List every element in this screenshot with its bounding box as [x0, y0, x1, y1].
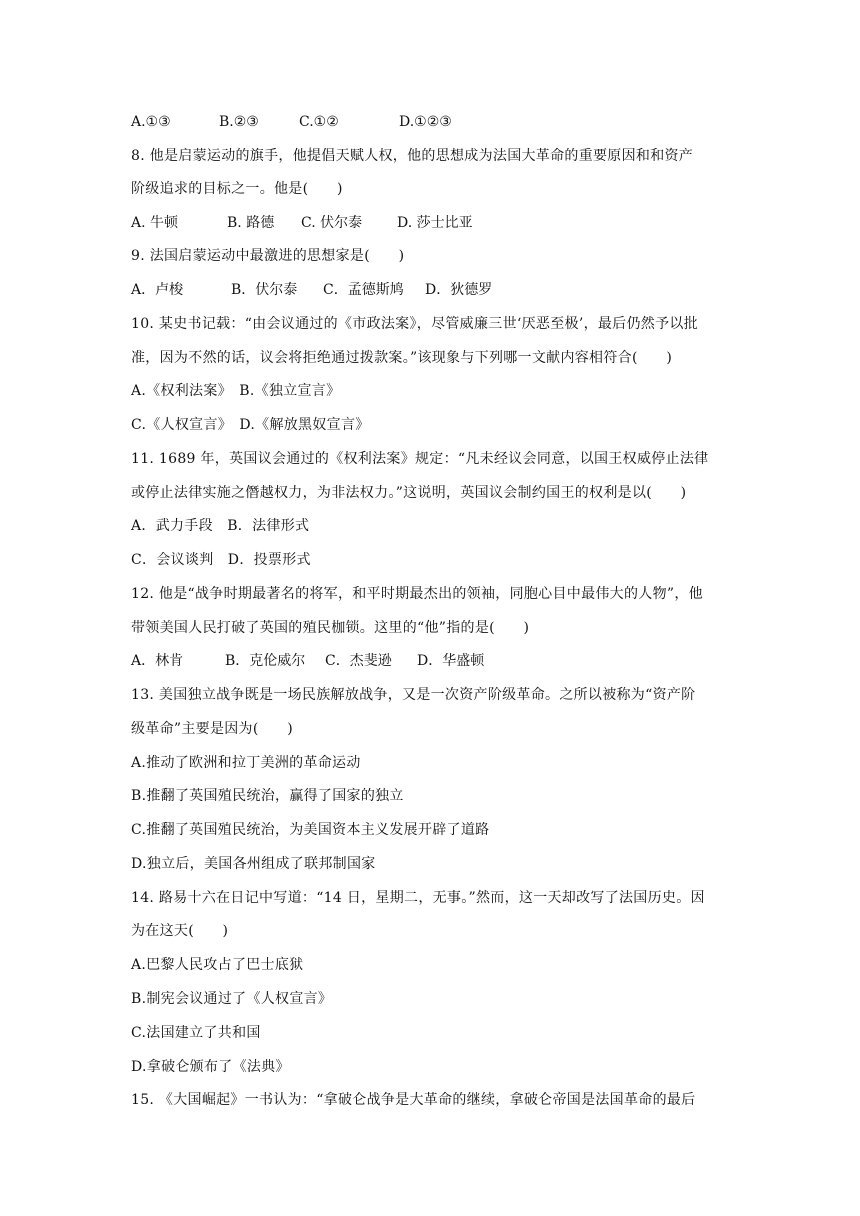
question-14-option-c: C.法国建立了共和国: [131, 1025, 261, 1041]
option-a: A．卢梭: [131, 282, 184, 298]
question-12-options: [131, 651, 484, 671]
option-a: A．林肯: [131, 653, 184, 669]
question-14-option-a: A.巴黎人民攻占了巴士底狱: [131, 957, 304, 973]
option-a: A. 牛顿: [131, 215, 179, 231]
question-13-text: 13. 美国独立战争既是一场民族解放战争，又是一次资产阶级革命。之所以被称为“资产阶: [131, 687, 696, 703]
option-a: A.①③: [131, 114, 171, 130]
question-12-text-cont: 带领美国人民打破了英国的殖民枷锁。这里的“他”指的是( ): [131, 620, 530, 636]
option-b: B．伏尔泰: [231, 282, 298, 298]
option-c: C．孟德斯鸠: [323, 282, 404, 298]
question-13-text-cont: 级革命”主要是因为( ): [131, 721, 293, 737]
question-14-text-cont: 为在这天( ): [131, 923, 229, 939]
question-10-text-cont: 准，因为不然的话，议会将拒绝通过拨款案。”该现象与下列哪一文献内容相符合( ): [131, 350, 673, 366]
question-14-option-d: D.拿破仑颁布了《法典》: [131, 1059, 290, 1075]
question-9-text: 9. 法国启蒙运动中最激进的思想家是( ): [131, 248, 405, 264]
option-b: B．克伦威尔: [225, 653, 306, 669]
option-b: B.②③: [219, 114, 259, 130]
option-d: D.①②③: [399, 114, 452, 130]
question-11-options-ab: A．武力手段 B．法律形式: [131, 518, 310, 534]
question-8-options: [131, 213, 473, 233]
question-14-option-b: B.制宪会议通过了《人权宣言》: [131, 991, 333, 1007]
question-15-text: 15. 《大国崛起》一书认为：“拿破仑战争是大革命的继续，拿破仑帝国是法国革命的最后: [131, 1092, 696, 1108]
question-10-text: 10. 某史书记载：“由会议通过的《市政法案》，尽管威廉三世‘厌恶至极’，最后仍然予以批: [131, 316, 698, 332]
question-12-text: 12. 他是“战争时期最著名的将军，和平时期最杰出的领袖，同胞心目中最伟大的人物”，他: [131, 586, 703, 602]
question-11-text-cont: 或停止法律实施之僭越权力，为非法权力。”这说明，英国议会制约国王的权利是以( ): [131, 485, 687, 501]
question-14-text: 14. 路易十六在日记中写道：“14 日，星期二，无事。”然而，这一天却改写了法国历史。因: [131, 890, 705, 906]
option-b: B. 路德: [227, 215, 275, 231]
question-8-text-cont: 阶级追求的目标之一。他是( ): [131, 181, 343, 197]
question-7-options: [131, 112, 452, 132]
option-c: C. 伏尔泰: [301, 215, 363, 231]
option-d: D. 莎士比亚: [397, 215, 473, 231]
question-13-option-d: D.独立后，美国各州组成了联邦制国家: [131, 856, 376, 872]
question-9-options: [131, 280, 492, 300]
question-8-text: 8. 他是启蒙运动的旗手，他提倡天赋人权，他的思想成为法国大革命的重要原因和和资产: [131, 148, 694, 164]
question-11-options-cd: C．会议谈判 D．投票形式: [131, 552, 311, 568]
question-13-option-b: B.推翻了英国殖民统治，赢得了国家的独立: [131, 788, 404, 804]
option-d: D．狄德罗: [425, 282, 493, 298]
option-c: C.①②: [299, 114, 339, 130]
question-13-option-c: C.推翻了英国殖民统治，为美国资本主义发展开辟了道路: [131, 822, 490, 838]
question-11-text: 11. 1689 年，英国议会通过的《权利法案》规定：“凡未经议会同意，以国王权威停止法律: [131, 451, 709, 467]
question-13-option-a: A.推动了欧洲和拉丁美洲的革命运动: [131, 755, 361, 771]
question-10-options-ab: A.《权利法案》 B.《独立宣言》: [131, 383, 341, 399]
question-10-options-cd: C.《人权宣言》 D.《解放黑奴宣言》: [131, 417, 370, 433]
option-c: C．杰斐逊: [325, 653, 392, 669]
option-d: D．华盛顿: [417, 653, 485, 669]
